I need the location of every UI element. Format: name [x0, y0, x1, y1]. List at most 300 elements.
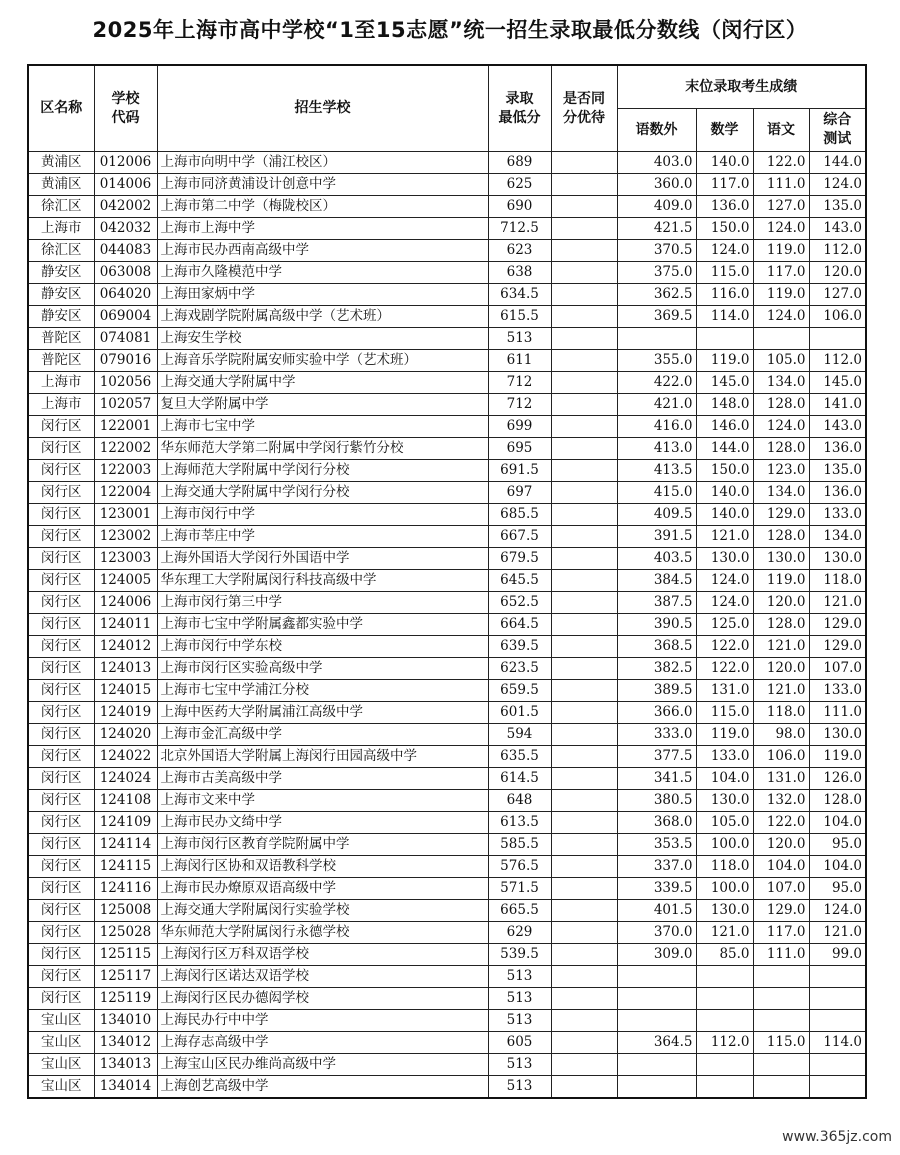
- school-code-cell: 123001: [94, 504, 157, 526]
- chinese-score-cell: 132.0: [753, 790, 809, 812]
- table-row: [28, 636, 866, 658]
- chinese-score-cell: 128.0: [753, 394, 809, 416]
- table-row: [28, 240, 866, 262]
- min-score-cell: 639.5: [488, 636, 551, 658]
- math-score-cell: [696, 1076, 753, 1099]
- chinese-score-cell: 120.0: [753, 658, 809, 680]
- lang-score-cell: 403.0: [617, 152, 696, 174]
- lang-score-cell: 364.5: [617, 1032, 696, 1054]
- district-cell: 闵行区: [28, 900, 94, 922]
- table-row: [28, 328, 866, 350]
- min-score-cell: 571.5: [488, 878, 551, 900]
- priority-cell: [551, 570, 617, 592]
- school-name-cell: 上海市第二中学（梅陇校区）: [157, 196, 488, 218]
- admission-score-table: [27, 64, 867, 1099]
- comp-score-cell: 130.0: [809, 724, 866, 746]
- watermark-url: www.365jz.com: [782, 1129, 892, 1145]
- school-code-cell: 134010: [94, 1010, 157, 1032]
- lang-score-cell: 362.5: [617, 284, 696, 306]
- table-row: [28, 768, 866, 790]
- priority-cell: [551, 174, 617, 196]
- comp-score-cell: 124.0: [809, 174, 866, 196]
- district-cell: 宝山区: [28, 1010, 94, 1032]
- school-name-cell: 上海外国语大学闵行外国语中学: [157, 548, 488, 570]
- lang-score-cell: 409.5: [617, 504, 696, 526]
- min-score-cell: 605: [488, 1032, 551, 1054]
- school-code-cell: 124012: [94, 636, 157, 658]
- min-score-cell: 667.5: [488, 526, 551, 548]
- comp-score-cell: 120.0: [809, 262, 866, 284]
- chinese-score-cell: 120.0: [753, 834, 809, 856]
- chinese-score-cell: 120.0: [753, 592, 809, 614]
- priority-cell: [551, 1010, 617, 1032]
- district-cell: 黄浦区: [28, 174, 94, 196]
- district-cell: 徐汇区: [28, 240, 94, 262]
- priority-cell: [551, 482, 617, 504]
- school-name-cell: 上海市闵行区教育学院附属中学: [157, 834, 488, 856]
- school-name-cell: 上海市文来中学: [157, 790, 488, 812]
- lang-score-cell: 380.5: [617, 790, 696, 812]
- school-code-cell: 134014: [94, 1076, 157, 1099]
- school-name-cell: 华东理工大学附属闵行科技高级中学: [157, 570, 488, 592]
- math-score-cell: 130.0: [696, 790, 753, 812]
- min-score-cell: 679.5: [488, 548, 551, 570]
- district-cell: 闵行区: [28, 614, 94, 636]
- comp-score-cell: [809, 1076, 866, 1099]
- table-row: [28, 900, 866, 922]
- table-row: [28, 856, 866, 878]
- math-score-cell: 115.0: [696, 262, 753, 284]
- priority-cell: [551, 900, 617, 922]
- priority-cell: [551, 944, 617, 966]
- math-score-cell: 100.0: [696, 878, 753, 900]
- district-cell: 闵行区: [28, 416, 94, 438]
- school-code-cell: 079016: [94, 350, 157, 372]
- school-code-cell: 124020: [94, 724, 157, 746]
- comp-score-cell: 134.0: [809, 526, 866, 548]
- school-code-cell: 124115: [94, 856, 157, 878]
- chinese-score-cell: 122.0: [753, 152, 809, 174]
- math-score-cell: [696, 988, 753, 1010]
- lang-score-cell: 309.0: [617, 944, 696, 966]
- math-score-cell: 121.0: [696, 922, 753, 944]
- math-score-cell: 122.0: [696, 636, 753, 658]
- priority-cell: [551, 856, 617, 878]
- school-code-cell: 124108: [94, 790, 157, 812]
- school-name-cell: 上海音乐学院附属安师实验中学（艺术班）: [157, 350, 488, 372]
- math-score-cell: 121.0: [696, 526, 753, 548]
- district-cell: 普陀区: [28, 350, 94, 372]
- school-name-cell: 上海市七宝中学浦江分校: [157, 680, 488, 702]
- min-score-cell: 513: [488, 988, 551, 1010]
- table-row: [28, 306, 866, 328]
- comp-score-cell: 126.0: [809, 768, 866, 790]
- table-row: [28, 1054, 866, 1076]
- lang-score-cell: 415.0: [617, 482, 696, 504]
- math-score-cell: 85.0: [696, 944, 753, 966]
- comp-score-cell: 118.0: [809, 570, 866, 592]
- district-cell: 闵行区: [28, 834, 94, 856]
- school-code-cell: 074081: [94, 328, 157, 350]
- math-score-cell: 100.0: [696, 834, 753, 856]
- min-score-cell: 513: [488, 966, 551, 988]
- math-score-cell: 122.0: [696, 658, 753, 680]
- min-score-cell: 613.5: [488, 812, 551, 834]
- comp-score-cell: 104.0: [809, 856, 866, 878]
- table-row: [28, 966, 866, 988]
- min-score-cell: 697: [488, 482, 551, 504]
- school-name-cell: 上海市民办西南高级中学: [157, 240, 488, 262]
- table-row: [28, 372, 866, 394]
- chinese-score-cell: [753, 1054, 809, 1076]
- chinese-score-cell: 134.0: [753, 372, 809, 394]
- math-score-cell: 130.0: [696, 900, 753, 922]
- chinese-score-cell: 124.0: [753, 218, 809, 240]
- chinese-score-cell: 127.0: [753, 196, 809, 218]
- school-name-cell: 上海市闵行中学: [157, 504, 488, 526]
- school-code-cell: 042032: [94, 218, 157, 240]
- lang-score-cell: [617, 1054, 696, 1076]
- school-code-cell: 134013: [94, 1054, 157, 1076]
- table-row: [28, 438, 866, 460]
- school-name-cell: 上海市闵行中学东校: [157, 636, 488, 658]
- chinese-score-cell: 128.0: [753, 526, 809, 548]
- math-score-cell: 115.0: [696, 702, 753, 724]
- table-row: [28, 394, 866, 416]
- min-score-cell: 645.5: [488, 570, 551, 592]
- school-code-cell: 123002: [94, 526, 157, 548]
- lang-score-cell: 382.5: [617, 658, 696, 680]
- chinese-score-cell: 98.0: [753, 724, 809, 746]
- header-math: 数学: [696, 109, 753, 152]
- school-code-cell: 134012: [94, 1032, 157, 1054]
- school-code-cell: 122002: [94, 438, 157, 460]
- table-row: [28, 262, 866, 284]
- lang-score-cell: 370.0: [617, 922, 696, 944]
- priority-cell: [551, 614, 617, 636]
- priority-cell: [551, 746, 617, 768]
- school-code-cell: 125028: [94, 922, 157, 944]
- school-name-cell: 上海市古美高级中学: [157, 768, 488, 790]
- lang-score-cell: 413.5: [617, 460, 696, 482]
- chinese-score-cell: 123.0: [753, 460, 809, 482]
- district-cell: 普陀区: [28, 328, 94, 350]
- min-score-cell: 652.5: [488, 592, 551, 614]
- comp-score-cell: 127.0: [809, 284, 866, 306]
- chinese-score-cell: 121.0: [753, 680, 809, 702]
- school-code-cell: 012006: [94, 152, 157, 174]
- math-score-cell: 144.0: [696, 438, 753, 460]
- table-row: [28, 284, 866, 306]
- min-score-cell: 601.5: [488, 702, 551, 724]
- district-cell: 静安区: [28, 262, 94, 284]
- table-row: [28, 658, 866, 680]
- lang-score-cell: 360.0: [617, 174, 696, 196]
- chinese-score-cell: 129.0: [753, 900, 809, 922]
- math-score-cell: 130.0: [696, 548, 753, 570]
- district-cell: 上海市: [28, 394, 94, 416]
- chinese-score-cell: 130.0: [753, 548, 809, 570]
- math-score-cell: 131.0: [696, 680, 753, 702]
- priority-cell: [551, 438, 617, 460]
- school-code-cell: 064020: [94, 284, 157, 306]
- school-name-cell: 上海交通大学附属闵行实验学校: [157, 900, 488, 922]
- min-score-cell: 712: [488, 372, 551, 394]
- lang-score-cell: 390.5: [617, 614, 696, 636]
- min-score-cell: 685.5: [488, 504, 551, 526]
- priority-cell: [551, 1054, 617, 1076]
- comp-score-cell: 143.0: [809, 218, 866, 240]
- header-chinese: 语文: [753, 109, 809, 152]
- school-name-cell: 上海市莘庄中学: [157, 526, 488, 548]
- math-score-cell: 119.0: [696, 724, 753, 746]
- priority-cell: [551, 548, 617, 570]
- comp-score-cell: 133.0: [809, 680, 866, 702]
- math-score-cell: [696, 966, 753, 988]
- school-name-cell: 华东师范大学附属闵行永德学校: [157, 922, 488, 944]
- lang-score-cell: 391.5: [617, 526, 696, 548]
- chinese-score-cell: 128.0: [753, 438, 809, 460]
- district-cell: 闵行区: [28, 988, 94, 1010]
- school-name-cell: 上海师范大学附属中学闵行分校: [157, 460, 488, 482]
- lang-score-cell: 422.0: [617, 372, 696, 394]
- lang-score-cell: 337.0: [617, 856, 696, 878]
- priority-cell: [551, 328, 617, 350]
- lang-score-cell: [617, 1076, 696, 1099]
- table-row: [28, 1076, 866, 1099]
- lang-score-cell: 370.5: [617, 240, 696, 262]
- district-cell: 闵行区: [28, 944, 94, 966]
- priority-cell: [551, 372, 617, 394]
- table-row: [28, 790, 866, 812]
- chinese-score-cell: [753, 988, 809, 1010]
- comp-score-cell: 145.0: [809, 372, 866, 394]
- school-code-cell: 124116: [94, 878, 157, 900]
- priority-cell: [551, 526, 617, 548]
- comp-score-cell: [809, 988, 866, 1010]
- priority-cell: [551, 1032, 617, 1054]
- lang-score-cell: [617, 988, 696, 1010]
- school-code-cell: 124024: [94, 768, 157, 790]
- math-score-cell: 119.0: [696, 350, 753, 372]
- math-score-cell: 116.0: [696, 284, 753, 306]
- priority-cell: [551, 768, 617, 790]
- header-priority: 是否同 分优待: [551, 65, 617, 152]
- district-cell: 闵行区: [28, 636, 94, 658]
- district-cell: 闵行区: [28, 482, 94, 504]
- table-row: [28, 548, 866, 570]
- math-score-cell: 118.0: [696, 856, 753, 878]
- chinese-score-cell: 121.0: [753, 636, 809, 658]
- school-name-cell: 上海闵行区万科双语学校: [157, 944, 488, 966]
- school-code-cell: 124019: [94, 702, 157, 724]
- priority-cell: [551, 658, 617, 680]
- school-code-cell: 122004: [94, 482, 157, 504]
- min-score-cell: 629: [488, 922, 551, 944]
- math-score-cell: 146.0: [696, 416, 753, 438]
- min-score-cell: 664.5: [488, 614, 551, 636]
- header-chinese-math-english: 语数外: [617, 109, 696, 152]
- math-score-cell: 145.0: [696, 372, 753, 394]
- comp-score-cell: 136.0: [809, 438, 866, 460]
- comp-score-cell: 135.0: [809, 196, 866, 218]
- comp-score-cell: 111.0: [809, 702, 866, 724]
- priority-cell: [551, 196, 617, 218]
- lang-score-cell: 384.5: [617, 570, 696, 592]
- school-name-cell: 上海田家炳中学: [157, 284, 488, 306]
- min-score-cell: 611: [488, 350, 551, 372]
- comp-score-cell: 121.0: [809, 922, 866, 944]
- district-cell: 闵行区: [28, 592, 94, 614]
- chinese-score-cell: 128.0: [753, 614, 809, 636]
- district-cell: 闵行区: [28, 702, 94, 724]
- school-code-cell: 122003: [94, 460, 157, 482]
- table-row: [28, 460, 866, 482]
- district-cell: 闵行区: [28, 504, 94, 526]
- min-score-cell: 625: [488, 174, 551, 196]
- comp-score-cell: 119.0: [809, 746, 866, 768]
- comp-score-cell: [809, 1010, 866, 1032]
- chinese-score-cell: 119.0: [753, 284, 809, 306]
- school-code-cell: 125119: [94, 988, 157, 1010]
- min-score-cell: 513: [488, 328, 551, 350]
- district-cell: 闵行区: [28, 680, 94, 702]
- page-title: 2025年上海市高中学校“1至15志愿”统一招生录取最低分数线（闵行区）: [92, 18, 808, 42]
- school-code-cell: 124109: [94, 812, 157, 834]
- district-cell: 闵行区: [28, 658, 94, 680]
- comp-score-cell: 112.0: [809, 240, 866, 262]
- min-score-cell: 634.5: [488, 284, 551, 306]
- math-score-cell: [696, 1010, 753, 1032]
- lang-score-cell: 369.5: [617, 306, 696, 328]
- header-school-name: 招生学校: [157, 65, 488, 152]
- table-row: [28, 416, 866, 438]
- district-cell: 闵行区: [28, 966, 94, 988]
- chinese-score-cell: 117.0: [753, 262, 809, 284]
- priority-cell: [551, 834, 617, 856]
- min-score-cell: 690: [488, 196, 551, 218]
- lang-score-cell: 375.0: [617, 262, 696, 284]
- lang-score-cell: 368.5: [617, 636, 696, 658]
- priority-cell: [551, 504, 617, 526]
- district-cell: 上海市: [28, 218, 94, 240]
- lang-score-cell: [617, 1010, 696, 1032]
- min-score-cell: 691.5: [488, 460, 551, 482]
- priority-cell: [551, 812, 617, 834]
- comp-score-cell: 143.0: [809, 416, 866, 438]
- comp-score-cell: 129.0: [809, 614, 866, 636]
- chinese-score-cell: [753, 966, 809, 988]
- school-code-cell: 125008: [94, 900, 157, 922]
- district-cell: 宝山区: [28, 1054, 94, 1076]
- min-score-cell: 648: [488, 790, 551, 812]
- priority-cell: [551, 306, 617, 328]
- comp-score-cell: 129.0: [809, 636, 866, 658]
- table-row: [28, 174, 866, 196]
- table-row: [28, 680, 866, 702]
- priority-cell: [551, 724, 617, 746]
- priority-cell: [551, 460, 617, 482]
- comp-score-cell: 136.0: [809, 482, 866, 504]
- table-row: [28, 152, 866, 174]
- chinese-score-cell: 119.0: [753, 240, 809, 262]
- table-row: [28, 944, 866, 966]
- district-cell: 闵行区: [28, 856, 94, 878]
- min-score-cell: 614.5: [488, 768, 551, 790]
- school-code-cell: 014006: [94, 174, 157, 196]
- table-row: [28, 724, 866, 746]
- table-row: [28, 988, 866, 1010]
- math-score-cell: 117.0: [696, 174, 753, 196]
- priority-cell: [551, 262, 617, 284]
- priority-cell: [551, 680, 617, 702]
- school-code-cell: 124015: [94, 680, 157, 702]
- chinese-score-cell: 115.0: [753, 1032, 809, 1054]
- school-name-cell: 上海交通大学附属中学闵行分校: [157, 482, 488, 504]
- school-name-cell: 上海创艺高级中学: [157, 1076, 488, 1099]
- table-row: [28, 922, 866, 944]
- school-name-cell: 上海宝山区民办维尚高级中学: [157, 1054, 488, 1076]
- school-code-cell: 124022: [94, 746, 157, 768]
- math-score-cell: 136.0: [696, 196, 753, 218]
- table-row: [28, 834, 866, 856]
- comp-score-cell: 112.0: [809, 350, 866, 372]
- lang-score-cell: 339.5: [617, 878, 696, 900]
- min-score-cell: 615.5: [488, 306, 551, 328]
- comp-score-cell: 99.0: [809, 944, 866, 966]
- district-cell: 闵行区: [28, 790, 94, 812]
- min-score-cell: 638: [488, 262, 551, 284]
- priority-cell: [551, 416, 617, 438]
- lang-score-cell: 403.5: [617, 548, 696, 570]
- school-name-cell: 上海中医药大学附属浦江高级中学: [157, 702, 488, 724]
- school-name-cell: 上海市金汇高级中学: [157, 724, 488, 746]
- table-row: [28, 592, 866, 614]
- school-name-cell: 复旦大学附属中学: [157, 394, 488, 416]
- min-score-cell: 623: [488, 240, 551, 262]
- min-score-cell: 576.5: [488, 856, 551, 878]
- priority-cell: [551, 1076, 617, 1099]
- school-name-cell: 北京外国语大学附属上海闵行田园高级中学: [157, 746, 488, 768]
- district-cell: 静安区: [28, 306, 94, 328]
- lang-score-cell: 333.0: [617, 724, 696, 746]
- lang-score-cell: 353.5: [617, 834, 696, 856]
- min-score-cell: 513: [488, 1054, 551, 1076]
- lang-score-cell: 389.5: [617, 680, 696, 702]
- lang-score-cell: 366.0: [617, 702, 696, 724]
- comp-score-cell: [809, 966, 866, 988]
- table-row: [28, 196, 866, 218]
- school-code-cell: 102056: [94, 372, 157, 394]
- school-name-cell: 上海戏剧学院附属高级中学（艺术班）: [157, 306, 488, 328]
- district-cell: 静安区: [28, 284, 94, 306]
- district-cell: 徐汇区: [28, 196, 94, 218]
- table-row: [28, 1032, 866, 1054]
- math-score-cell: 105.0: [696, 812, 753, 834]
- chinese-score-cell: [753, 1076, 809, 1099]
- school-name-cell: 上海交通大学附属中学: [157, 372, 488, 394]
- school-code-cell: 042002: [94, 196, 157, 218]
- chinese-score-cell: 131.0: [753, 768, 809, 790]
- comp-score-cell: 144.0: [809, 152, 866, 174]
- chinese-score-cell: 104.0: [753, 856, 809, 878]
- school-code-cell: 124011: [94, 614, 157, 636]
- chinese-score-cell: 105.0: [753, 350, 809, 372]
- table-row: [28, 570, 866, 592]
- math-score-cell: 140.0: [696, 482, 753, 504]
- table-row: [28, 746, 866, 768]
- chinese-score-cell: 119.0: [753, 570, 809, 592]
